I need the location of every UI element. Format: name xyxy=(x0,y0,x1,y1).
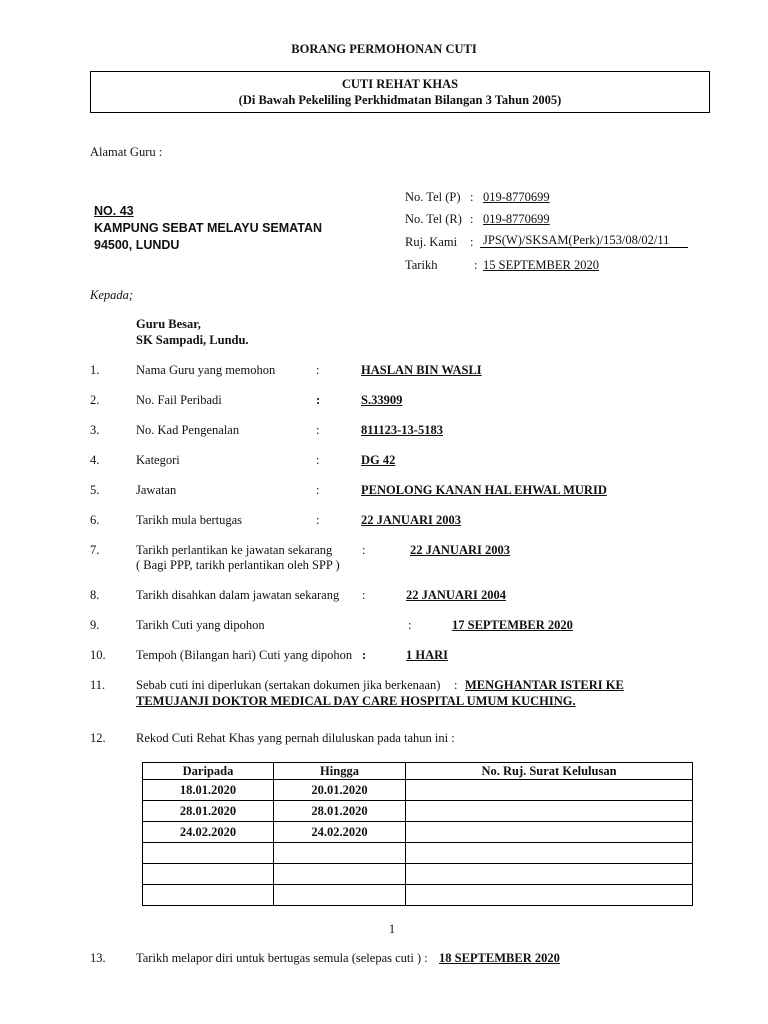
ruj-value: JPS(W)/SKSAM(Perk)/153/08/02/11 xyxy=(483,233,670,247)
item-label: Tarikh mula bertugas xyxy=(136,513,243,527)
item-label: Tarikh melapor diri untuk bertugas semula (selepas cuti ) : xyxy=(136,951,428,965)
recipient-line-2: SK Sampadi, Lundu. xyxy=(136,333,249,347)
item-value: 22 JANUARI 2003 xyxy=(361,513,461,527)
heading-line-1: CUTI REHAT KHAS xyxy=(341,77,459,91)
item-value: 18 SEPTEMBER 2020 xyxy=(439,951,560,965)
item-value: MENGHANTAR ISTERI KE xyxy=(465,678,624,692)
item-label: Jawatan xyxy=(136,483,177,497)
item-label: Tarikh Cuti yang dipohon xyxy=(136,618,265,632)
table-row xyxy=(143,864,693,885)
rekod-cuti-table xyxy=(142,762,693,906)
table-cell: 28.01.2020 xyxy=(274,801,406,822)
table-cell: 24.02.2020 xyxy=(143,822,274,843)
table-cell xyxy=(274,885,406,906)
table-cell xyxy=(274,843,406,864)
item-colon: : xyxy=(316,423,320,437)
item-colon: : xyxy=(316,393,321,407)
item-value: S.33909 xyxy=(361,393,403,407)
item-number: 2. xyxy=(90,393,100,407)
item-value: PENOLONG KANAN HAL EHWAL MURID xyxy=(361,483,607,497)
item-number: 13. xyxy=(90,951,106,965)
address-line-1: NO. 43 xyxy=(94,204,134,218)
item-colon: : xyxy=(316,363,320,377)
item-value: 22 JANUARI 2003 xyxy=(410,543,510,557)
tarikh-value: 15 SEPTEMBER 2020 xyxy=(483,258,599,272)
item-label: No. Fail Peribadi xyxy=(136,393,222,407)
kepada-label: Kepada; xyxy=(90,288,134,302)
table-row xyxy=(143,885,693,906)
item-label: Tarikh perlantikan ke jawatan sekarang xyxy=(136,543,333,557)
item-label: Kategori xyxy=(136,453,180,467)
tarikh-label: Tarikh xyxy=(405,258,438,272)
item-label: Sebab cuti ini diperlukan (sertakan dokumen jika berkenaan) xyxy=(136,678,441,692)
ruj-label: Ruj. Kami xyxy=(405,235,458,249)
item-number: 6. xyxy=(90,513,100,527)
item-number: 12. xyxy=(90,731,106,745)
table-cell xyxy=(143,843,274,864)
item-label: Tempoh (Bilangan hari) Cuti yang dipohon xyxy=(136,648,353,662)
item-colon: : xyxy=(362,588,366,602)
table-cell: 28.01.2020 xyxy=(143,801,274,822)
table-row xyxy=(143,780,693,801)
item-colon: : xyxy=(316,483,320,497)
table-header: Hingga xyxy=(274,763,406,780)
tel-r-value: 019-8770699 xyxy=(483,212,550,226)
item-number: 7. xyxy=(90,543,100,557)
table-cell: 18.01.2020 xyxy=(143,780,274,801)
item-number: 11. xyxy=(90,678,106,692)
tel-r-label: No. Tel (R) xyxy=(405,212,462,226)
ruj-colon: : xyxy=(470,235,474,249)
table-cell xyxy=(274,864,406,885)
item-colon: : xyxy=(454,678,458,692)
item-value: 22 JANUARI 2004 xyxy=(406,588,506,602)
table-cell xyxy=(143,864,274,885)
heading-box xyxy=(90,71,710,113)
table-row xyxy=(143,843,693,864)
item-sublabel: ( Bagi PPP, tarikh perlantikan oleh SPP ) xyxy=(136,558,340,572)
table-cell: 24.02.2020 xyxy=(274,822,406,843)
table-header: Daripada xyxy=(143,763,274,780)
item-value: DG 42 xyxy=(361,453,396,467)
item-number: 10. xyxy=(90,648,106,662)
item-number: 8. xyxy=(90,588,100,602)
table-cell xyxy=(406,885,693,906)
item-number: 5. xyxy=(90,483,100,497)
item-colon: : xyxy=(316,513,320,527)
item-value: HASLAN BIN WASLI xyxy=(361,363,482,377)
tel-r-colon: : xyxy=(470,212,474,226)
item-number: 1. xyxy=(90,363,100,377)
table-cell xyxy=(406,822,693,843)
item-colon: : xyxy=(316,453,320,467)
recipient-line-1: Guru Besar, xyxy=(136,317,201,331)
tarikh-colon: : xyxy=(474,258,478,272)
table-header-row xyxy=(143,763,693,780)
item-label: Rekod Cuti Rehat Khas yang pernah diluluskan pada tahun ini : xyxy=(136,731,455,745)
item-number: 3. xyxy=(90,423,100,437)
item-number: 9. xyxy=(90,618,100,632)
address-line-2: KAMPUNG SEBAT MELAYU SEMATAN xyxy=(94,221,323,235)
table-row xyxy=(143,801,693,822)
item-value: 811123-13-5183 xyxy=(361,423,443,437)
item-value-continued: TEMUJANJI DOKTOR MEDICAL DAY CARE HOSPITAL UMUM KUCHING. xyxy=(136,694,576,708)
heading-line-2: (Di Bawah Pekeliling Perkhidmatan Bilangan 3 Tahun 2005) xyxy=(238,93,562,107)
table-cell xyxy=(406,843,693,864)
item-colon: : xyxy=(362,543,366,557)
table-cell xyxy=(406,801,693,822)
page-number: 1 xyxy=(388,922,396,936)
tel-p-colon: : xyxy=(470,190,474,204)
table-cell xyxy=(143,885,274,906)
tel-p-value: 019-8770699 xyxy=(483,190,550,204)
table-cell: 20.01.2020 xyxy=(274,780,406,801)
item-label: Tarikh disahkan dalam jawatan sekarang xyxy=(136,588,340,602)
item-label: No. Kad Pengenalan xyxy=(136,423,240,437)
table-header: No. Ruj. Surat Kelulusan xyxy=(406,763,693,780)
tel-p-label: No. Tel (P) xyxy=(405,190,461,204)
item-number: 4. xyxy=(90,453,100,467)
item-value: 1 HARI xyxy=(406,648,449,662)
table-cell xyxy=(406,780,693,801)
address-line-3: 94500, LUNDU xyxy=(94,238,180,252)
ruj-underline xyxy=(480,247,688,248)
form-title: BORANG PERMOHONAN CUTI xyxy=(291,42,477,56)
table-row xyxy=(143,822,693,843)
item-label: Nama Guru yang memohon xyxy=(136,363,276,377)
table-cell xyxy=(406,864,693,885)
alamat-label: Alamat Guru : xyxy=(90,145,163,159)
item-colon: : xyxy=(362,648,367,662)
item-value: 17 SEPTEMBER 2020 xyxy=(452,618,573,632)
item-colon: : xyxy=(408,618,412,632)
